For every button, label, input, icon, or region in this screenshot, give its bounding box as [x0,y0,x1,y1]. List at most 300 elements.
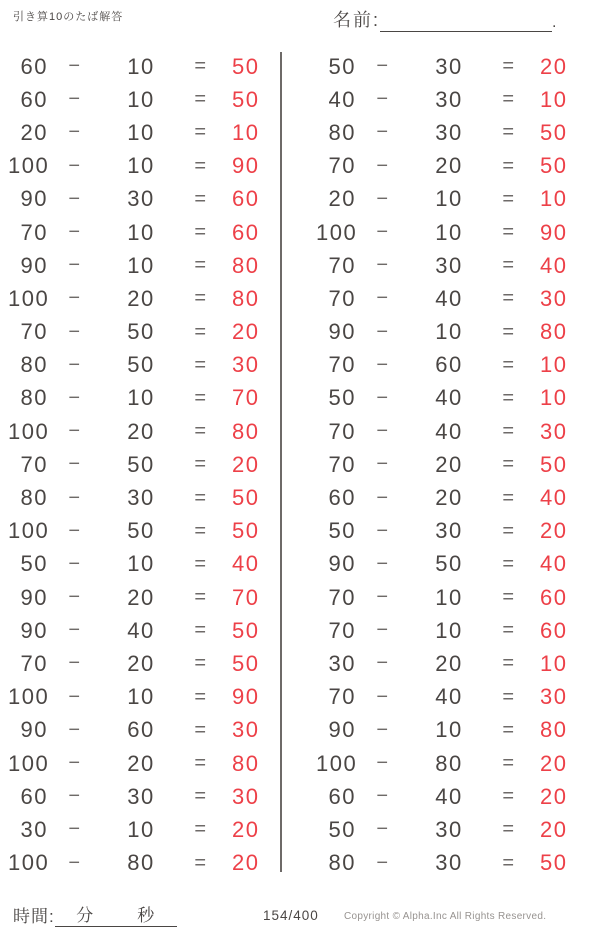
subtrahend: 20 [127,650,155,676]
minuend: 100 [8,684,50,710]
problem-row [8,448,260,481]
minus-icon: − [376,851,390,874]
worksheet-title: 引き算10のたば解答 [13,11,124,23]
problem-row [316,813,568,846]
equals-icon: = [194,818,208,841]
answer: 50 [232,86,260,112]
problem-row [316,548,568,581]
subtrahend: 10 [127,684,155,710]
problem-row [8,316,260,349]
equals-icon: = [194,221,208,244]
subtrahend: 10 [435,617,463,643]
problem-row [316,714,568,747]
subtrahend: 20 [127,584,155,610]
minus-icon: − [68,486,82,509]
equals-icon: = [194,287,208,310]
problem-row [8,382,260,415]
answer: 30 [540,684,568,710]
problem-row [316,647,568,680]
equals-icon: = [194,55,208,78]
problem-row [316,216,568,249]
equals-icon: = [194,586,208,609]
equals-icon: = [502,752,516,775]
answer: 80 [540,319,568,345]
subtrahend: 20 [435,451,463,477]
answer: 60 [232,219,260,245]
minus-icon: − [376,353,390,376]
subtrahend: 10 [435,219,463,245]
minuend: 20 [328,186,356,212]
minus-icon: − [68,121,82,144]
minuend: 80 [20,385,48,411]
minuend: 60 [20,86,48,112]
minutes-label: 分 [76,906,95,925]
minus-icon: − [376,187,390,210]
minus-icon: − [68,785,82,808]
answer: 90 [232,153,260,179]
minus-icon: − [68,287,82,310]
minuend: 70 [20,451,48,477]
problem-row [316,183,568,216]
equals-icon: = [502,386,516,409]
subtrahend: 40 [435,385,463,411]
minuend: 50 [328,53,356,79]
problem-row [8,216,260,249]
minuend: 90 [20,617,48,643]
problem-row [8,481,260,514]
minuend: 70 [328,451,356,477]
answer: 70 [232,584,260,610]
minuend: 70 [328,684,356,710]
problem-row [316,581,568,614]
name-label: 名前: [333,10,381,30]
minus-icon: − [68,453,82,476]
subtrahend: 20 [435,650,463,676]
minus-icon: − [68,718,82,741]
equals-icon: = [502,486,516,509]
equals-icon: = [194,320,208,343]
answer: 20 [540,750,568,776]
minuend: 90 [328,319,356,345]
minuend: 50 [20,551,48,577]
minuend: 60 [328,485,356,511]
answer: 50 [540,850,568,876]
minus-icon: − [68,154,82,177]
time-blank-line[interactable] [55,906,177,927]
minus-icon: − [68,320,82,343]
problem-row [316,614,568,647]
minus-icon: − [376,386,390,409]
minuend: 100 [8,285,50,311]
problem-row [316,83,568,116]
minuend: 100 [8,418,50,444]
minus-icon: − [376,154,390,177]
minuend: 70 [20,650,48,676]
minus-icon: − [376,320,390,343]
minuend: 90 [20,717,48,743]
equals-icon: = [502,221,516,244]
subtrahend: 30 [435,53,463,79]
time-label: 時間: [13,907,55,926]
answer: 50 [540,451,568,477]
minus-icon: − [376,486,390,509]
problem-row [8,813,260,846]
answer: 60 [540,617,568,643]
problem-row [316,249,568,282]
equals-icon: = [194,453,208,476]
minuend: 30 [20,816,48,842]
minus-icon: − [376,287,390,310]
minuend: 40 [328,86,356,112]
answer: 50 [540,119,568,145]
subtrahend: 10 [435,186,463,212]
answer: 20 [540,783,568,809]
equals-icon: = [502,154,516,177]
minuend: 70 [328,352,356,378]
minuend: 70 [328,584,356,610]
answer: 80 [232,418,260,444]
equals-icon: = [502,287,516,310]
equals-icon: = [194,386,208,409]
minus-icon: − [68,353,82,376]
equals-icon: = [194,88,208,111]
problem-row [8,183,260,216]
answer: 50 [232,53,260,79]
problem-row [316,316,568,349]
equals-icon: = [194,519,208,542]
equals-icon: = [194,486,208,509]
problem-row [8,581,260,614]
equals-icon: = [194,718,208,741]
answer: 20 [540,518,568,544]
answer: 40 [232,551,260,577]
subtrahend: 40 [435,783,463,809]
subtrahend: 10 [127,53,155,79]
equals-icon: = [502,453,516,476]
answer: 10 [540,352,568,378]
subtrahend: 10 [127,153,155,179]
problem-row [316,847,568,880]
minus-icon: − [376,718,390,741]
equals-icon: = [502,785,516,808]
minuend: 100 [8,518,50,544]
subtrahend: 80 [127,850,155,876]
equals-icon: = [502,320,516,343]
subtrahend: 60 [435,352,463,378]
equals-icon: = [194,353,208,376]
minus-icon: − [68,818,82,841]
minuend: 70 [328,153,356,179]
problem-row [8,50,260,83]
answer: 10 [540,186,568,212]
subtrahend: 50 [127,451,155,477]
minuend: 70 [328,285,356,311]
name-blank-line[interactable] [380,10,552,32]
problem-row [8,681,260,714]
problem-row [8,415,260,448]
answer: 50 [232,518,260,544]
minuend: 30 [328,650,356,676]
answer: 30 [232,783,260,809]
equals-icon: = [194,187,208,210]
minuend: 100 [8,850,50,876]
minuend: 70 [328,617,356,643]
answer: 30 [540,418,568,444]
subtrahend: 20 [127,418,155,444]
subtrahend: 30 [127,186,155,212]
subtrahend: 50 [435,551,463,577]
problem-row [8,614,260,647]
problem-row [8,747,260,780]
equals-icon: = [502,586,516,609]
minuend: 90 [328,551,356,577]
subtrahend: 80 [435,750,463,776]
subtrahend: 50 [127,352,155,378]
minus-icon: − [376,552,390,575]
problem-row [316,681,568,714]
problem-row [316,448,568,481]
minus-icon: − [376,652,390,675]
problem-row [8,349,260,382]
equals-icon: = [502,685,516,708]
minus-icon: − [68,752,82,775]
column-divider [280,52,282,872]
minuend: 90 [20,186,48,212]
equals-icon: = [502,552,516,575]
problem-row [8,150,260,183]
subtrahend: 50 [127,518,155,544]
minus-icon: − [68,851,82,874]
answer: 30 [232,352,260,378]
subtrahend: 30 [435,252,463,278]
answer: 90 [540,219,568,245]
problem-row [8,83,260,116]
equals-icon: = [502,353,516,376]
subtrahend: 30 [127,485,155,511]
problem-row [8,515,260,548]
subtrahend: 20 [127,285,155,311]
minuend: 60 [20,53,48,79]
subtrahend: 40 [435,418,463,444]
equals-icon: = [502,420,516,443]
subtrahend: 30 [435,816,463,842]
answer: 80 [540,717,568,743]
minus-icon: − [376,818,390,841]
answer: 10 [540,385,568,411]
minus-icon: − [376,88,390,111]
subtrahend: 30 [435,119,463,145]
equals-icon: = [194,420,208,443]
subtrahend: 10 [435,584,463,610]
answer: 10 [540,650,568,676]
minuend: 100 [8,750,50,776]
problem-row [8,847,260,880]
answer: 30 [540,285,568,311]
answer: 40 [540,551,568,577]
equals-icon: = [502,619,516,642]
equals-icon: = [194,254,208,277]
subtrahend: 10 [127,219,155,245]
problem-row [8,714,260,747]
equals-icon: = [502,818,516,841]
equals-icon: = [502,121,516,144]
minuend: 60 [328,783,356,809]
answer: 60 [232,186,260,212]
problems-column-left [8,50,260,880]
minus-icon: − [68,254,82,277]
subtrahend: 30 [435,518,463,544]
minus-icon: − [68,55,82,78]
equals-icon: = [502,254,516,277]
equals-icon: = [502,718,516,741]
minuend: 70 [328,418,356,444]
subtrahend: 10 [127,119,155,145]
minuend: 90 [20,584,48,610]
answer: 10 [232,119,260,145]
subtrahend: 20 [435,485,463,511]
minus-icon: − [376,519,390,542]
problem-row [316,150,568,183]
answer: 90 [232,684,260,710]
answer: 50 [540,153,568,179]
answer: 20 [232,319,260,345]
answer: 40 [540,252,568,278]
problem-row [8,647,260,680]
answer: 70 [232,385,260,411]
problem-row [316,50,568,83]
answer: 20 [232,816,260,842]
minus-icon: − [376,221,390,244]
answer: 20 [232,850,260,876]
minus-icon: − [68,420,82,443]
problem-row [8,780,260,813]
minus-icon: − [376,121,390,144]
minus-icon: − [68,519,82,542]
minus-icon: − [376,55,390,78]
minus-icon: − [376,685,390,708]
name-field [333,6,558,32]
problem-row [8,282,260,315]
minus-icon: − [68,685,82,708]
minuend: 100 [316,219,358,245]
minus-icon: − [68,88,82,111]
minuend: 80 [20,352,48,378]
answer: 20 [540,816,568,842]
minuend: 50 [328,385,356,411]
minuend: 20 [20,119,48,145]
answer: 20 [540,53,568,79]
minus-icon: − [68,386,82,409]
subtrahend: 30 [127,783,155,809]
equals-icon: = [502,187,516,210]
subtrahend: 20 [435,153,463,179]
subtrahend: 10 [127,551,155,577]
problem-row [316,481,568,514]
problem-row [316,349,568,382]
subtrahend: 30 [435,86,463,112]
answer: 10 [540,86,568,112]
minuend: 60 [20,783,48,809]
minuend: 70 [20,319,48,345]
equals-icon: = [194,154,208,177]
seconds-label: 秒 [137,906,156,925]
problem-row [316,515,568,548]
minus-icon: − [68,187,82,210]
minus-icon: − [376,785,390,808]
copyright-text: Copyright © Alpha.Inc All Rights Reserved. [344,911,547,922]
time-field [13,902,177,927]
equals-icon: = [194,851,208,874]
problem-row [8,548,260,581]
minuend: 70 [328,252,356,278]
equals-icon: = [194,785,208,808]
minuend: 90 [328,717,356,743]
equals-icon: = [502,519,516,542]
equals-icon: = [502,55,516,78]
page-number: 154/400 [263,908,319,923]
answer: 80 [232,285,260,311]
minuend: 100 [316,750,358,776]
answer: 80 [232,252,260,278]
equals-icon: = [502,88,516,111]
subtrahend: 20 [127,750,155,776]
problem-row [316,747,568,780]
answer: 50 [232,485,260,511]
minuend: 70 [20,219,48,245]
minuend: 80 [20,485,48,511]
problem-row [316,780,568,813]
minuend: 80 [328,119,356,145]
minus-icon: − [68,586,82,609]
answer: 60 [540,584,568,610]
subtrahend: 50 [127,319,155,345]
subtrahend: 30 [435,850,463,876]
subtrahend: 40 [435,684,463,710]
problem-row [8,249,260,282]
answer: 40 [540,485,568,511]
subtrahend: 10 [127,385,155,411]
problem-row [316,116,568,149]
minuend: 50 [328,816,356,842]
answer: 20 [232,451,260,477]
subtrahend: 10 [127,252,155,278]
subtrahend: 40 [127,617,155,643]
equals-icon: = [194,121,208,144]
minuend: 100 [8,153,50,179]
minus-icon: − [68,619,82,642]
minus-icon: − [68,652,82,675]
problem-row [316,415,568,448]
minuend: 50 [328,518,356,544]
minus-icon: − [68,552,82,575]
minus-icon: − [376,752,390,775]
subtrahend: 40 [435,285,463,311]
subtrahend: 10 [435,717,463,743]
minus-icon: − [376,586,390,609]
equals-icon: = [194,685,208,708]
equals-icon: = [502,851,516,874]
equals-icon: = [194,752,208,775]
answer: 30 [232,717,260,743]
equals-icon: = [194,552,208,575]
answer: 80 [232,750,260,776]
subtrahend: 10 [127,86,155,112]
equals-icon: = [194,652,208,675]
answer: 50 [232,617,260,643]
minus-icon: − [376,254,390,277]
minus-icon: − [376,453,390,476]
problem-row [8,116,260,149]
